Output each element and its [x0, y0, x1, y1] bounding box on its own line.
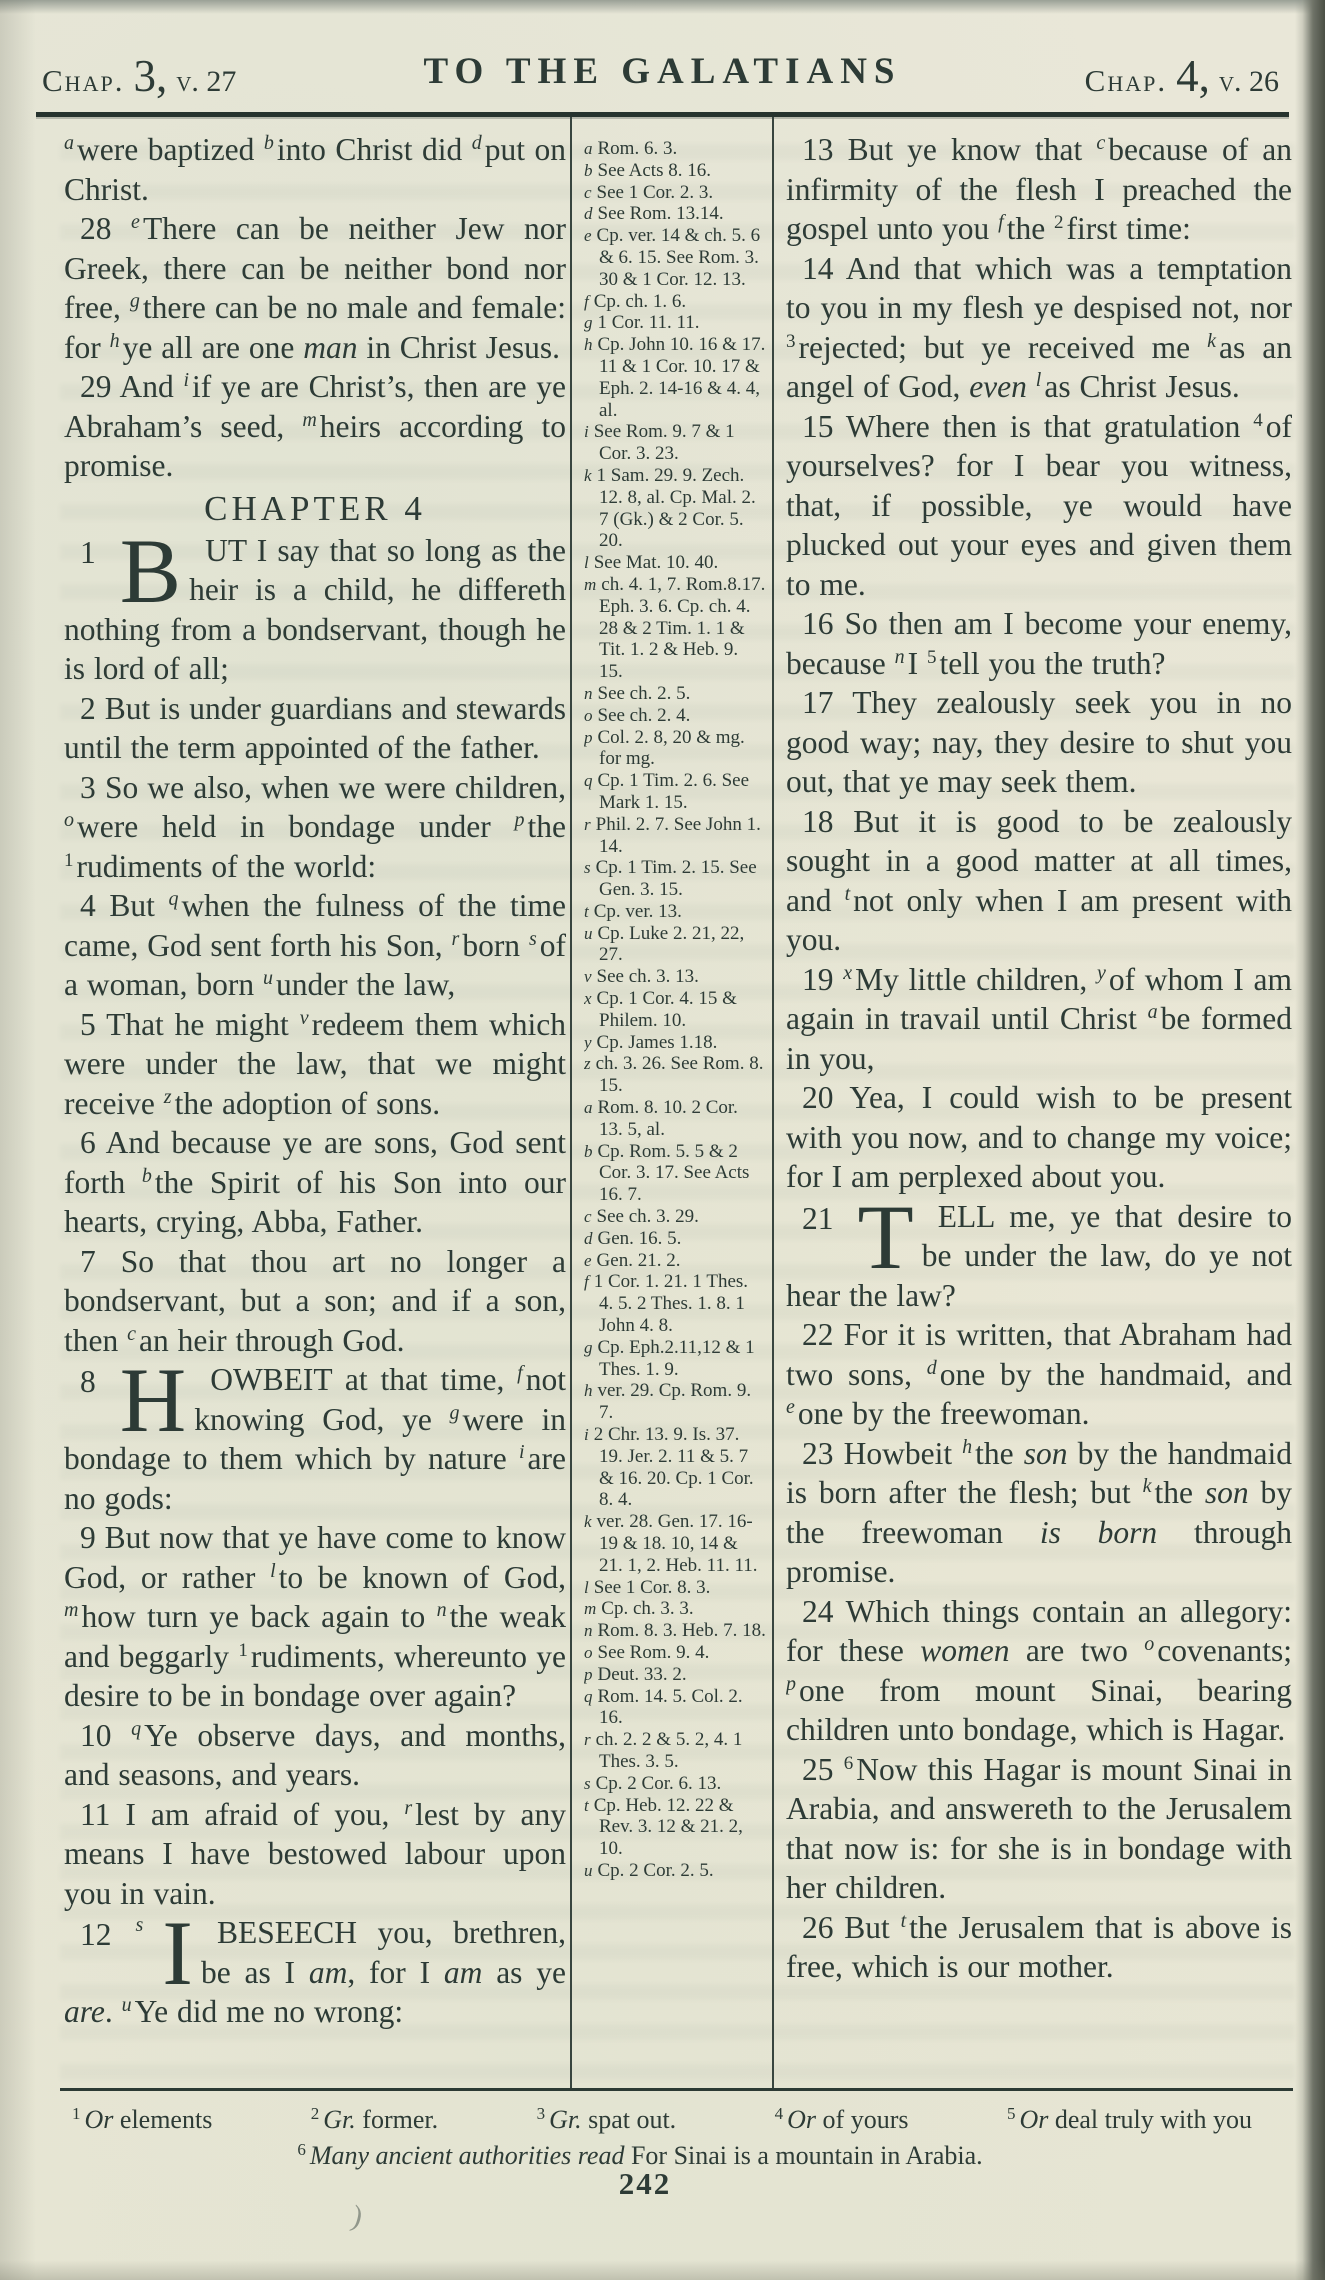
cross-ref-mark: u [262, 967, 273, 989]
cross-ref-mark: t [844, 882, 851, 905]
cross-ref-mark: h [109, 329, 120, 352]
cross-reference-letter: d [584, 1228, 593, 1248]
cross-ref-mark: l [1035, 369, 1042, 391]
page-number: 242 [618, 2166, 672, 2201]
verse-paragraph: 3 So we also, when we were children, $^o$were held in bondage under $^p$the $^1$rudiments of the world: [64, 769, 566, 884]
verse-number: 6 [80, 1125, 106, 1160]
verse-paragraph: 15 Where then is that gratulation $^4$of yourselves? for I bear you witness, that, if possible, ye would have plucked out your eyes and given them to me. [786, 408, 1292, 602]
cross-reference-entry: y Cp. James 1.18. [584, 1031, 718, 1053]
running-head-chap-number: 4, [1176, 51, 1210, 101]
footnote-number: 5 [1006, 2104, 1016, 2123]
verse-paragraph: 11 I am afraid of you, $^r$lest by any means I have bestowed labour upon you in vain. [64, 1796, 566, 1911]
cross-ref-mark: b [141, 1164, 152, 1187]
cross-reference-entry: u Cp. 2 Cor. 2. 5. [584, 1859, 714, 1881]
cross-ref-mark: r [404, 1796, 413, 1819]
cross-ref-mark: s [528, 927, 537, 950]
cross-ref-mark: a [1147, 1001, 1158, 1023]
cross-ref-mark: p [786, 1672, 796, 1695]
left-text-column [64, 130, 566, 2088]
cross-reference-entry: s Cp. 1 Tim. 2. 15. See Gen. 3. 15. [584, 857, 757, 901]
verse-number: 2 [80, 690, 105, 726]
footnotes-row-1 [72, 2104, 1252, 2135]
verse-number: 5 [80, 1006, 107, 1042]
cross-reference-entry: i See Rom. 9. 7 & 1 Cor. 3. 23. [584, 421, 735, 465]
cross-ref-mark: p [514, 809, 525, 831]
verse-paragraph: 9 But now that ye have come to know God, or rather $^l$to be known of God, $^m$how turn ye back again to $^n$the weak and beggarly $^1$rudiments, whereunto ye desire to be in bondage over again? [64, 1520, 566, 1713]
cross-reference-entry: t Cp. ver. 13. [584, 900, 682, 922]
cross-reference-entry: r ch. 2. 2 & 5. 2, 4. 1 Thes. 3. 5. [584, 1729, 743, 1772]
cross-ref-mark: m [302, 408, 317, 431]
cross-reference-letter: y [584, 1032, 592, 1052]
cross-reference-letter: k [584, 1512, 592, 1532]
verse-number: 22 [802, 1317, 844, 1352]
right-text-column [786, 130, 1292, 2088]
verse-paragraph: 20 Yea, I could wish to be present with you now, and to change my voice; for I am perplexed about you. [786, 1080, 1292, 1194]
cross-reference-letter: h [584, 335, 593, 355]
verse-number: 9 [80, 1520, 105, 1555]
cross-reference-letter: d [584, 204, 593, 224]
italic-text: son [1023, 1435, 1068, 1471]
cross-reference-letter: r [584, 1730, 591, 1750]
verse-number: 19 [802, 961, 844, 997]
cross-reference-entry: e Cp. ver. 14 & ch. 5. 6 & 6. 15. See Rom. 3. 30 & 1 Cor. 12. 13. [584, 225, 761, 290]
cross-reference-entry: m ch. 4. 1, 7. Rom.8.17. Eph. 3. 6. Cp. ch. 4. 28 & 2 Tim. 1. 1 & Tit. 1. 2 & Heb. 9. 15. [584, 573, 766, 683]
cross-reference-letter: n [584, 683, 593, 703]
verse-paragraph: 22 For it is written, that Abraham had two sons, $^d$one by the handmaid, and $^e$one by the freewoman. [786, 1317, 1292, 1431]
cross-ref-mark: c [127, 1322, 136, 1345]
verse-number: 21 [802, 1200, 834, 1236]
cross-ref-mark: z [163, 1085, 172, 1108]
verse-paragraph: 1 B UT I say that so long as the heir is a child, he differeth nothing from a bondservant, though he is lord of all; [64, 519, 566, 686]
cross-reference-letter: c [584, 1207, 592, 1227]
footnote-lead: Gr. [549, 2105, 582, 2134]
cross-ref-mark: m [64, 1599, 79, 1621]
cross-reference-entry: p Deut. 33. 2. [584, 1663, 687, 1685]
cross-reference-entry: l See 1 Cor. 8. 3. [584, 1576, 711, 1598]
verse-number: 26 [802, 1909, 845, 1945]
column-rule-left [570, 117, 572, 2089]
cross-reference-entry: c See 1 Cor. 2. 3. [584, 181, 714, 203]
scan-edge-bottom [0, 2260, 1325, 2280]
verse-paragraph: 23 Howbeit $^h$the son by the handmaid is born after the flesh; but $^k$the son by the freewoman is born through promise. [786, 1435, 1292, 1589]
footnote-lead: Or [1019, 2105, 1049, 2134]
cross-reference-column [584, 138, 766, 2088]
cross-ref-mark: d [926, 1356, 937, 1379]
cross-ref-mark: e [786, 1396, 795, 1418]
cross-reference-letter: h [584, 1381, 593, 1401]
cross-reference-letter: c [584, 182, 592, 202]
italic-text: even [969, 369, 1027, 404]
drop-cap: T [857, 1185, 914, 1288]
cross-reference-letter: a [584, 139, 593, 158]
footnote-lead: Gr. [323, 2105, 356, 2134]
cross-ref-mark: f [998, 211, 1004, 233]
footnote-mark: 6 [843, 1752, 854, 1774]
drop-cap-group: 12 s I [64, 1915, 193, 1991]
column-rule-right [772, 117, 774, 2089]
cross-reference-entry: b See Acts 8. 16. [584, 159, 711, 181]
cross-reference-entry: n See ch. 2. 5. [584, 682, 691, 704]
cross-reference-letter: f [584, 1272, 589, 1292]
footnote-number: 2 [310, 2104, 320, 2123]
drop-cap-group [786, 1185, 914, 1288]
verse-paragraph: 29 And $^i$if ye are Christ’s, then are ye Abraham’s seed, $^m$heirs according to promise. [64, 369, 566, 483]
footnote-item: $^4$ Or of yours [774, 2104, 909, 2134]
cross-reference-letter: b [584, 160, 593, 180]
footnote-item: $^1$ Or elements [72, 2104, 213, 2134]
cross-reference-letter: m [584, 574, 597, 594]
verse-number: 25 [802, 1751, 844, 1787]
drop-cap: B [119, 519, 182, 622]
cross-ref-mark: n [894, 645, 905, 668]
verse-number: 10 [80, 1717, 132, 1753]
running-head-verse: v. 26 [1218, 65, 1279, 98]
footnote-number: 3 [536, 2104, 546, 2123]
cross-ref-mark: r [451, 927, 460, 950]
scan-edge-right [1295, 0, 1325, 2280]
cross-reference-letter: g [584, 313, 593, 333]
cross-reference-letter: m [584, 1599, 597, 1619]
footnote-mark: 3 [786, 330, 796, 352]
verse-paragraph: 28 $^e$There can be neither Jew nor Greek, there can be neither bond nor free, $^g$there can be no male and female: for $^h$ye all are one man in Christ Jesus. [64, 211, 566, 365]
italic-text: am [308, 1954, 348, 1990]
verse-paragraph: 13 But ye know that $^c$because of an infirmity of the flesh I preached the gospel unto you $^f$the $^2$first time: [786, 132, 1292, 246]
cross-reference-letter: b [584, 1141, 593, 1161]
verse-number: 20 [802, 1080, 850, 1115]
cross-reference-letter: l [584, 1577, 589, 1597]
verse-paragraph: 2 But is under guardians and stewards until the term appointed of the father. [64, 690, 566, 765]
cross-ref-mark: q [131, 1717, 142, 1740]
cross-ref-mark: t [900, 1909, 907, 1932]
scan-edge-left [0, 0, 36, 2280]
cross-reference-entry: c See ch. 3. 29. [584, 1206, 699, 1228]
footnote-number: 6 [297, 2140, 306, 2159]
footnote-item: $^3$ Gr. spat out. [536, 2104, 677, 2134]
cross-ref-mark: y [1096, 961, 1106, 984]
cross-reference-letter: e [584, 226, 592, 246]
verse-number: 14 [802, 250, 846, 286]
verse-paragraph: $^a$were baptized $^b$into Christ did $^d$put on Christ. [64, 132, 566, 207]
cross-reference-entry: k 1 Sam. 29. 9. Zech. 12. 8, al. Cp. Mal. 2. 7 (Gk.) & 2 Cor. 5. 20. [584, 464, 756, 552]
cross-ref-mark: x [843, 961, 853, 984]
cross-reference-letter: i [584, 422, 589, 442]
cross-reference-letter: f [584, 291, 589, 311]
footnote-number: 1 [72, 2104, 81, 2123]
cross-reference-entry: t Cp. Heb. 12. 22 & Rev. 3. 12 & 21. 2, 10. [584, 1794, 743, 1860]
cross-reference-entry: g 1 Cor. 11. 11. [584, 312, 700, 334]
cross-reference-letter: x [584, 989, 592, 1009]
verse-number: 12 [80, 1917, 112, 1952]
cross-reference-entry: i 2 Chr. 13. 9. Is. 37. 19. Jer. 2. 11 & 5. 7 & 16. 20. Cp. 1 Cor. 8. 4. [584, 1424, 754, 1511]
verse-paragraph: 17 They zealously seek you in no good way; nay, they desire to shut you out, that ye may seek them. [786, 685, 1292, 799]
italic-text: are [64, 1994, 105, 2029]
cross-ref-mark: b [263, 132, 274, 154]
cross-reference-letter: a [584, 1098, 593, 1118]
italic-text: man [303, 329, 358, 365]
cross-ref-mark: g [129, 290, 140, 312]
cross-ref-mark: c [1096, 132, 1106, 154]
cross-reference-letter: g [584, 1337, 593, 1357]
verse-paragraph: 8 H OWBEIT at that time, $^f$not knowing God, ye $^g$were in bondage to them which by nature $^i$are no gods: [64, 1349, 566, 1516]
footnote-mark: 1 [238, 1639, 248, 1661]
footnote-rule [60, 2088, 1293, 2091]
cross-reference-letter: t [584, 901, 589, 921]
verse-paragraph: 10 $^q$Ye observe days, and months, and seasons, and years. [64, 1717, 566, 1792]
verse-paragraph: 4 But $^q$when the fulness of the time came, God sent forth his Son, $^r$born $^s$of a woman, born $^u$under the law, [64, 888, 566, 1002]
cross-ref-mark: k [1142, 1475, 1152, 1497]
footnote-item: $^6$ Many ancient authorities read For Sinai is a mountain in Arabia. [297, 2140, 983, 2170]
cross-ref-mark: g [449, 1401, 460, 1424]
cross-ref-mark: k [1207, 329, 1216, 352]
cross-reference-entry: u Cp. Luke 2. 21, 22, 27. [584, 922, 745, 966]
cross-reference-entry: b Cp. Rom. 5. 5 & 2 Cor. 3. 17. See Acts 16. 7. [584, 1140, 750, 1206]
running-head-verse: v. 27 [176, 65, 237, 98]
footnote-mark: 5 [926, 646, 937, 668]
cross-reference-entry: n Rom. 8. 3. Heb. 7. 18. [584, 1620, 766, 1642]
cross-reference-entry: x Cp. 1 Cor. 4. 15 & Philem. 10. [584, 988, 737, 1031]
footnote-lead: Many ancient authorities read [309, 2141, 625, 2170]
cross-reference-letter: o [584, 705, 593, 725]
cross-reference-letter: q [584, 771, 593, 791]
verse-number: 23 [802, 1435, 844, 1471]
verse-number: 17 [802, 685, 853, 720]
cross-reference-letter: p [584, 1664, 593, 1684]
italic-text: son [1204, 1475, 1249, 1510]
cross-ref-mark: d [471, 132, 482, 154]
drop-cap-group [64, 1349, 187, 1451]
cross-reference-entry: s Cp. 2 Cor. 6. 13. [584, 1772, 722, 1794]
cross-ref-mark: o [64, 809, 74, 831]
cross-ref-mark: h [962, 1435, 973, 1458]
cross-reference-entry: r Phil. 2. 7. See John 1. 14. [584, 813, 761, 857]
cross-reference-entry: o See Rom. 9. 4. [584, 1641, 710, 1663]
cross-reference-letter: u [584, 923, 593, 943]
verse-number: 24 [802, 1593, 846, 1629]
footnote-item: $^5$ Or deal truly with you [1006, 2104, 1252, 2134]
running-head-chap-number: 3, [133, 51, 168, 101]
cross-ref-mark: i [183, 369, 190, 391]
cross-ref-mark: n [436, 1599, 447, 1621]
verse-number: 7 [80, 1243, 121, 1279]
cross-reference-letter: v [584, 967, 592, 987]
cross-reference-letter: o [584, 1642, 593, 1662]
italic-text: women [920, 1633, 1010, 1668]
verse-number: 16 [802, 606, 845, 641]
verse-number: 29 [80, 369, 120, 404]
cross-ref-mark: e [131, 211, 140, 233]
cross-ref-mark: u [121, 1994, 132, 2016]
cross-reference-entry: a Rom. 8. 10. 2 Cor. 13. 5, al. [584, 1097, 738, 1140]
cross-ref-mark: q [168, 888, 179, 910]
verse-paragraph: 24 Which things contain an allegory: for these women are two $^o$covenants; $^p$one from mount Sinai, bearing children unto bondage, which is Hagar. [786, 1593, 1292, 1747]
cross-reference-letter: s [584, 1773, 591, 1793]
cross-reference-entry: k ver. 28. Gen. 17. 16-19 & 18. 10, 14 & 21. 1, 2. Heb. 11. 11. [584, 1511, 758, 1576]
cross-reference-letter: k [584, 465, 592, 485]
verse-number: 13 [802, 132, 848, 167]
cross-reference-letter: z [584, 1054, 591, 1074]
cross-reference-letter: s [584, 858, 591, 878]
page-title: TO THE GALATIANS [423, 51, 902, 92]
cross-ref-mark: a [64, 132, 74, 154]
cross-reference-entry: l See Mat. 10. 40. [584, 552, 719, 574]
cross-reference-letter: t [584, 1795, 589, 1815]
cross-reference-entry: h Cp. John 10. 16 & 17. 11 & 1 Cor. 10. 17 & Eph. 2. 14-16 & 4. 4, al. [584, 334, 766, 421]
footnote-item: $^2$ Gr. former. [310, 2104, 439, 2134]
cross-reference-letter: p [584, 727, 593, 747]
cross-reference-letter: u [584, 1860, 593, 1880]
cross-reference-entry: a Rom. 6. 3. [584, 138, 678, 159]
cross-reference-entry: o See ch. 2. 4. [584, 704, 691, 726]
verse-paragraph: 5 That he might $^v$redeem them which were under the law, that we might receive $^z$the adoption of sons. [64, 1006, 566, 1121]
italic-text: am [443, 1954, 483, 1990]
verse-paragraph: 16 So then am I become your enemy, because $^n$I $^5$tell you the truth? [786, 606, 1292, 681]
cross-ref-mark: i [518, 1441, 525, 1463]
cross-reference-letter: q [584, 1686, 593, 1706]
cross-reference-entry: g Cp. Eph.2.11,12 & 1 Thes. 1. 9. [584, 1336, 755, 1380]
cross-ref-mark: o [1144, 1633, 1155, 1655]
cross-reference-entry: p Col. 2. 8, 20 & mg. for mg. [584, 726, 745, 770]
verse-number: 18 [802, 803, 854, 839]
verse-number: 3 [80, 769, 105, 805]
cross-reference-entry: e Gen. 21. 2. [584, 1249, 681, 1271]
italic-text: is born [1039, 1514, 1158, 1550]
verse-paragraph: 14 And that which was a temptation to you in my flesh ye despised not, nor $^3$rejected; but ye received me $^k$as an angel of God, even $^l$as Christ Jesus. [786, 250, 1292, 404]
running-head-chap-label: Chap. [1084, 63, 1168, 98]
verse-number: 4 [80, 888, 110, 923]
verse-number: 11 [80, 1796, 126, 1832]
cross-reference-letter: n [584, 1621, 593, 1641]
verse-number: 1 [80, 534, 96, 570]
footnote-mark: 2 [1054, 212, 1064, 233]
verse-number: 8 [80, 1364, 96, 1399]
drop-cap: H [119, 1349, 187, 1451]
cross-reference-entry: m Cp. ch. 3. 3. [584, 1598, 694, 1620]
cross-reference-entry: v See ch. 3. 13. [584, 966, 699, 988]
verse-paragraph: 21 T ELL me, ye that desire to be under the law, do ye not hear the law? [786, 1185, 1292, 1313]
cross-reference-entry: h ver. 29. Cp. Rom. 9. 7. [584, 1380, 752, 1424]
cross-reference-letter: l [584, 553, 589, 573]
cross-reference-entry: f Cp. ch. 1. 6. [584, 290, 687, 312]
cross-reference-entry: f 1 Cor. 1. 21. 1 Thes. 4. 5. 2 Thes. 1. 8. 1 John 4. 8. [584, 1271, 749, 1337]
verse-paragraph: 7 So that thou art no longer a bondservant, but a son; and if a son, then $^c$an heir through God. [64, 1243, 566, 1358]
footnote-number: 4 [774, 2104, 784, 2123]
drop-cap-group [64, 519, 182, 622]
chapter-heading: CHAPTER 4 [204, 488, 426, 528]
verse-paragraph: 19 $^x$My little children, $^y$of whom I am again in travail until Christ $^a$be formed in you, [786, 961, 1292, 1076]
verse-number: 15 [802, 408, 846, 444]
drop-cap: I [162, 1902, 193, 2004]
cross-reference-entry: d Gen. 16. 5. [584, 1227, 682, 1249]
footnote-mark: 4 [1253, 409, 1263, 431]
verse-number: 28 [80, 211, 132, 246]
footnote-mark: 1 [64, 849, 74, 871]
verse-paragraph: 12 s I BESEECH you, brethren, be as I am, for I am as ye are. $^u$Ye did me no wrong: [64, 1902, 566, 2029]
cross-reference-entry: z ch. 3. 26. See Rom. 8. 15. [584, 1053, 764, 1097]
footnote-lead: Or [787, 2105, 817, 2134]
cross-reference-letter: e [584, 1250, 592, 1270]
cross-ref-mark: l [270, 1559, 276, 1582]
cross-reference-letter: r [584, 814, 591, 834]
cross-ref-mark: v [299, 1006, 309, 1029]
verse-paragraph: 6 And because ye are sons, God sent forth $^b$the Spirit of his Son into our hearts, crying, Abba, Father. [64, 1125, 566, 1239]
cross-ref-mark: f [517, 1362, 523, 1384]
verse-paragraph: 18 But it is good to be zealously sought in a good matter at all times, and $^t$not only when I am present with you. [786, 803, 1292, 957]
running-head-right [1084, 51, 1279, 101]
cross-reference-entry: q Rom. 14. 5. Col. 2. 16. [584, 1685, 743, 1729]
cross-reference-entry: d See Rom. 13.14. [584, 203, 724, 225]
running-head-chap-label: Chap. [42, 63, 125, 98]
scan-edge-top [0, 0, 1325, 14]
stray-mark: ) [348, 2199, 366, 2234]
verse-paragraph: 25 $^6$Now this Hagar is mount Sinai in Arabia, and answereth to the Jerusalem that now is: for she is in bondage with her children. [786, 1751, 1292, 1905]
verse-paragraph: 26 But $^t$the Jerusalem that is above is free, which is our mother. [786, 1909, 1292, 1984]
footnote-lead: Or [84, 2105, 114, 2134]
cross-reference-entry: q Cp. 1 Tim. 2. 6. See Mark 1. 15. [584, 770, 750, 813]
header-rule [36, 112, 1289, 117]
cross-reference-letter: i [584, 1425, 589, 1445]
